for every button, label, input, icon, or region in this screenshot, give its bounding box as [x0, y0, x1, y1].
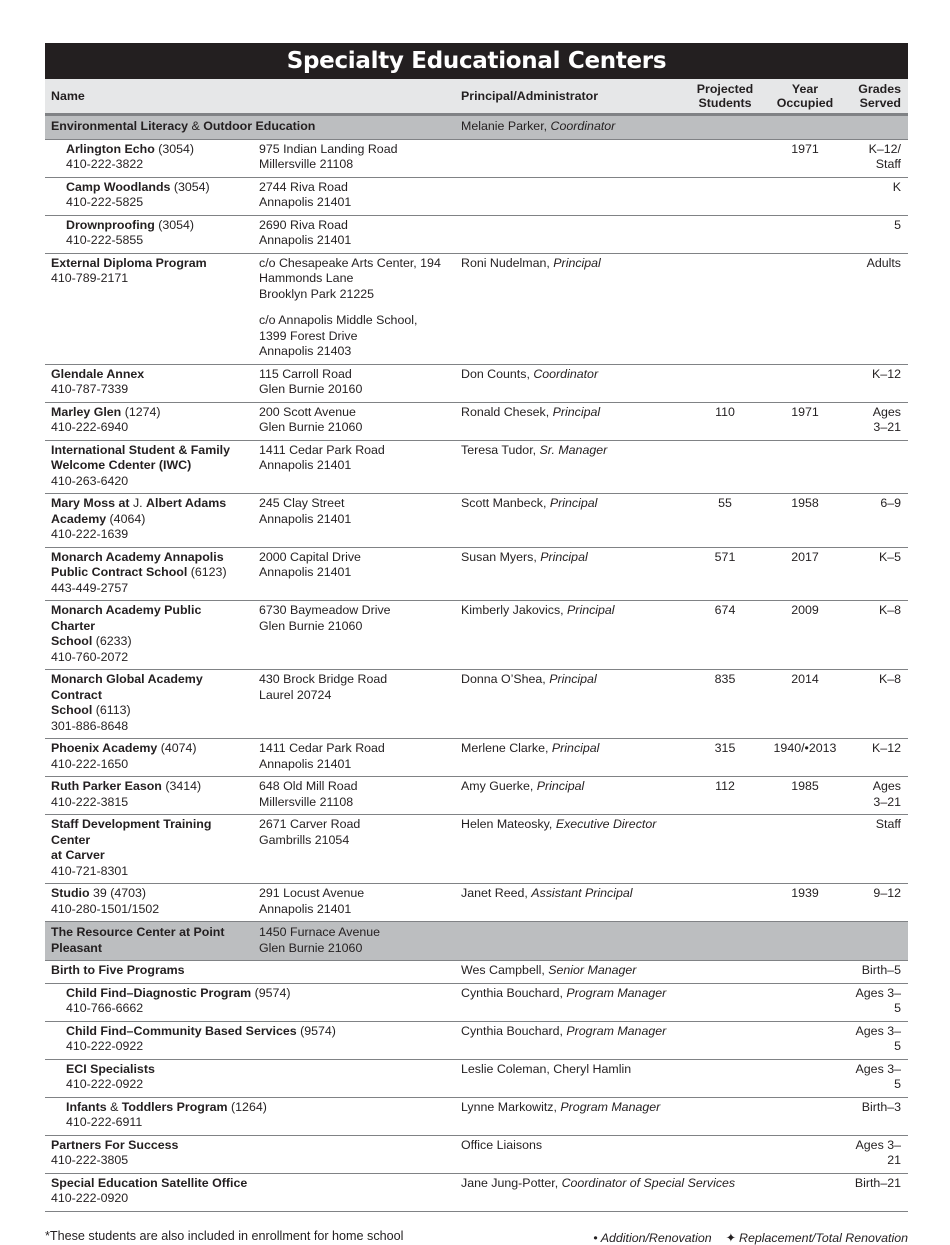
school-name: External Diploma Program 410-789-2171 — [51, 255, 207, 285]
grades-cell: Ages 3–21 — [845, 777, 908, 815]
year-cell — [765, 306, 845, 364]
year-cell — [765, 177, 845, 215]
grades-cell: Birth–5 — [845, 961, 908, 984]
address-cell: 2000 Capital Drive Annapolis 21401 — [253, 547, 455, 601]
principal-cell: Amy Guerke, Principal — [455, 777, 685, 815]
school-name: Studio 39 (4703) 410-280-1501/1502 — [45, 884, 253, 922]
table-row — [45, 961, 908, 984]
principal-cell: Donna O’Shea, Principal — [455, 670, 685, 739]
grades-cell: K–12 — [845, 739, 908, 777]
students-cell — [685, 440, 765, 494]
program-name: ECI Specialists 410-222-0922 — [45, 1059, 455, 1097]
table-row — [45, 1135, 908, 1173]
school-name: Arlington Echo (3054) 410-222-3822 — [45, 139, 253, 177]
table-header-row — [45, 79, 908, 115]
page-title: Specialty Educational Centers — [45, 43, 908, 79]
students-cell: 674 — [685, 601, 765, 670]
principal-cell: Wes Campbell, Senior Manager — [455, 961, 845, 984]
header-projected-students: Projected Students — [685, 79, 765, 115]
principal-cell — [455, 177, 685, 215]
table-row — [45, 139, 908, 177]
year-cell: 1971 — [765, 139, 845, 177]
table-row — [45, 306, 908, 364]
principal-cell: Cynthia Bouchard, Program Manager — [455, 983, 845, 1021]
school-name: Monarch Academy Annapolis Public Contract School (6123) 443-449-2757 — [45, 547, 253, 601]
table-row — [45, 177, 908, 215]
principal-cell: Jane Jung-Potter, Coordinator of Special Services — [455, 1173, 845, 1211]
table-row — [45, 215, 908, 253]
table-row — [45, 494, 908, 548]
grades-cell: K — [845, 177, 908, 215]
legend-addition: Addition/Renovation — [600, 1231, 712, 1245]
principal-cell — [455, 922, 685, 961]
address-cell: 2744 Riva Road Annapolis 21401 — [253, 177, 455, 215]
principal-cell: Scott Manbeck, Principal — [455, 494, 685, 548]
school-name: Mary Moss at J. Albert Adams Academy (4064) 410-222-1639 — [45, 494, 253, 548]
table-row — [45, 1059, 908, 1097]
header-grades-served: Grades Served — [845, 79, 908, 115]
header-name: Name — [45, 79, 455, 115]
table-row — [45, 601, 908, 670]
program-name: Partners For Success 410-222-3805 — [45, 1135, 455, 1173]
table-row — [45, 402, 908, 440]
address-cell: 1450 Furnace Avenue Glen Burnie 21060 — [253, 922, 455, 961]
principal-cell: Roni Nudelman, Principal — [461, 255, 601, 270]
grades-cell: Ages 3–21 — [845, 1135, 908, 1173]
section-name: Environmental Literacy & Outdoor Education — [45, 115, 455, 140]
year-cell: 1940/•2013 — [765, 739, 845, 777]
principal-cell: Lynne Markowitz, Program Manager — [455, 1097, 845, 1135]
grades-cell: Ages 3–5 — [845, 983, 908, 1021]
program-name: Child Find–Diagnostic Program (9574) 410-766-6662 — [45, 983, 455, 1021]
principal-cell: Janet Reed, Assistant Principal — [455, 884, 685, 922]
students-cell — [685, 306, 765, 364]
year-cell: 1939 — [765, 884, 845, 922]
section-row — [45, 115, 908, 140]
grades-cell: Adults — [866, 255, 901, 270]
school-name: Monarch Global Academy Contract School (6113) 301-886-8648 — [45, 670, 253, 739]
students-cell — [685, 364, 765, 402]
students-cell — [685, 139, 765, 177]
grades-cell — [845, 440, 908, 494]
table-row — [45, 1021, 908, 1059]
grades-cell: 6–9 — [845, 494, 908, 548]
year-cell: 2017 — [765, 547, 845, 601]
year-cell — [765, 253, 845, 306]
header-principal: Principal/Administrator — [455, 79, 685, 115]
grades-cell: 9–12 — [845, 884, 908, 922]
students-cell — [685, 177, 765, 215]
principal-cell: Susan Myers, Principal — [455, 547, 685, 601]
table-row — [45, 983, 908, 1021]
principal-cell: Cynthia Bouchard, Program Manager — [455, 1021, 845, 1059]
principal-cell: Office Liaisons — [455, 1135, 845, 1173]
school-name: Drownproofing (3054) 410-222-5855 — [45, 215, 253, 253]
table-row — [45, 440, 908, 494]
principal-cell: Ronald Chesek, Principal — [455, 402, 685, 440]
table-row — [45, 1097, 908, 1135]
principal-cell: Kimberly Jakovics, Principal — [455, 601, 685, 670]
principal-cell — [455, 306, 685, 364]
table-row — [45, 777, 908, 815]
year-cell — [765, 215, 845, 253]
table-row — [45, 739, 908, 777]
principal-cell: Merlene Clarke, Principal — [455, 739, 685, 777]
address-cell: c/o Annapolis Middle School, 1399 Forest Drive Annapolis 21403 — [253, 306, 455, 364]
students-cell: 110 — [685, 402, 765, 440]
year-cell — [765, 815, 845, 884]
students-cell — [685, 884, 765, 922]
year-cell — [765, 922, 845, 961]
specialty-centers-document — [45, 43, 908, 1245]
address-cell: c/o Chesapeake Arts Center, 194 Hammonds Lane Brooklyn Park 21225 — [259, 255, 441, 301]
school-name: Monarch Academy Public Charter School (6233) 410-760-2072 — [45, 601, 253, 670]
table-row — [45, 884, 908, 922]
school-name: The Resource Center at Point Pleasant — [45, 922, 253, 961]
grades-cell: Ages 3–5 — [845, 1021, 908, 1059]
table-row — [45, 670, 908, 739]
star-icon: ✦ — [725, 1231, 736, 1245]
address-cell: 6730 Baymeadow Drive Glen Burnie 21060 — [253, 601, 455, 670]
principal-cell: Leslie Coleman, Cheryl Hamlin — [455, 1059, 845, 1097]
address-cell: 1411 Cedar Park Road Annapolis 21401 — [253, 739, 455, 777]
grades-cell: Staff — [845, 815, 908, 884]
legend — [593, 1230, 908, 1245]
principal-cell: Don Counts, Coordinator — [455, 364, 685, 402]
grades-cell: Birth–21 — [845, 1173, 908, 1211]
grades-cell: 5 — [845, 215, 908, 253]
principal-cell: Teresa Tudor, Sr. Manager — [455, 440, 685, 494]
address-cell: 245 Clay Street Annapolis 21401 — [253, 494, 455, 548]
students-cell: 315 — [685, 739, 765, 777]
table-row — [45, 253, 908, 306]
grades-cell: Birth–3 — [845, 1097, 908, 1135]
year-cell: 2009 — [765, 601, 845, 670]
table-row — [45, 364, 908, 402]
year-cell: 1985 — [765, 777, 845, 815]
principal-cell — [455, 139, 685, 177]
address-cell: 200 Scott Avenue Glen Burnie 21060 — [253, 402, 455, 440]
year-cell: 1971 — [765, 402, 845, 440]
program-name: Child Find–Community Based Services (9574) 410-222-0922 — [45, 1021, 455, 1059]
principal-cell: Helen Mateosky, Executive Director — [455, 815, 685, 884]
legend-replacement: Replacement/Total Renovation — [739, 1231, 908, 1245]
students-cell: 835 — [685, 670, 765, 739]
principal-cell — [455, 215, 685, 253]
grades-cell: K–12 — [845, 364, 908, 402]
students-cell — [685, 253, 765, 306]
header-year-occupied: Year Occupied — [765, 79, 845, 115]
table-row — [45, 815, 908, 884]
program-name: Infants & Toddlers Program (1264) 410-222-6911 — [45, 1097, 455, 1135]
section-row — [45, 922, 908, 961]
address-cell: 2671 Carver Road Gambrills 21054 — [253, 815, 455, 884]
grades-cell: K–8 — [845, 670, 908, 739]
school-name: Ruth Parker Eason (3414) 410-222-3815 — [45, 777, 253, 815]
address-cell: 975 Indian Landing Road Millersville 21108 — [253, 139, 455, 177]
year-cell: 2014 — [765, 670, 845, 739]
grades-cell: K–5 — [845, 547, 908, 601]
school-name: Marley Glen (1274) 410-222-6940 — [45, 402, 253, 440]
grades-cell — [845, 922, 908, 961]
students-cell — [685, 215, 765, 253]
grades-cell: K–8 — [845, 601, 908, 670]
school-name: International Student & Family Welcome Cdenter (IWC) 410-263-6420 — [45, 440, 253, 494]
year-cell: 1958 — [765, 494, 845, 548]
grades-cell: Ages 3–5 — [845, 1059, 908, 1097]
school-name — [45, 306, 253, 364]
school-name: Glendale Annex 410-787-7339 — [45, 364, 253, 402]
students-cell — [685, 815, 765, 884]
address-cell: 2690 Riva Road Annapolis 21401 — [253, 215, 455, 253]
school-name: Staff Development Training Center at Carver 410-721-8301 — [45, 815, 253, 884]
year-cell — [765, 364, 845, 402]
grades-cell — [845, 306, 908, 364]
school-name: Phoenix Academy (4074) 410-222-1650 — [45, 739, 253, 777]
grades-cell: Ages 3–21 — [845, 402, 908, 440]
table-row — [45, 547, 908, 601]
table-row — [45, 1173, 908, 1211]
program-name: Birth to Five Programs — [45, 961, 455, 984]
students-cell — [685, 922, 765, 961]
school-name: Camp Woodlands (3054) 410-222-5825 — [45, 177, 253, 215]
students-cell: 571 — [685, 547, 765, 601]
bullet-icon: • — [593, 1231, 598, 1245]
table-body — [45, 115, 908, 1212]
program-name: Special Education Satellite Office 410-222-0920 — [45, 1173, 455, 1211]
students-cell: 55 — [685, 494, 765, 548]
address-cell: 648 Old Mill Road Millersville 21108 — [253, 777, 455, 815]
address-cell: 115 Carroll Road Glen Burnie 20160 — [253, 364, 455, 402]
address-cell: 1411 Cedar Park Road Annapolis 21401 — [253, 440, 455, 494]
address-cell: 430 Brock Bridge Road Laurel 20724 — [253, 670, 455, 739]
grades-cell: K–12/ Staff — [845, 139, 908, 177]
centers-table — [45, 79, 908, 1212]
year-cell — [765, 440, 845, 494]
address-cell: 291 Locust Avenue Annapolis 21401 — [253, 884, 455, 922]
students-cell: 112 — [685, 777, 765, 815]
footnote: *These students are also included in enrollment for home school — [45, 1229, 404, 1243]
section-principal: Melanie Parker, Coordinator — [455, 115, 908, 140]
